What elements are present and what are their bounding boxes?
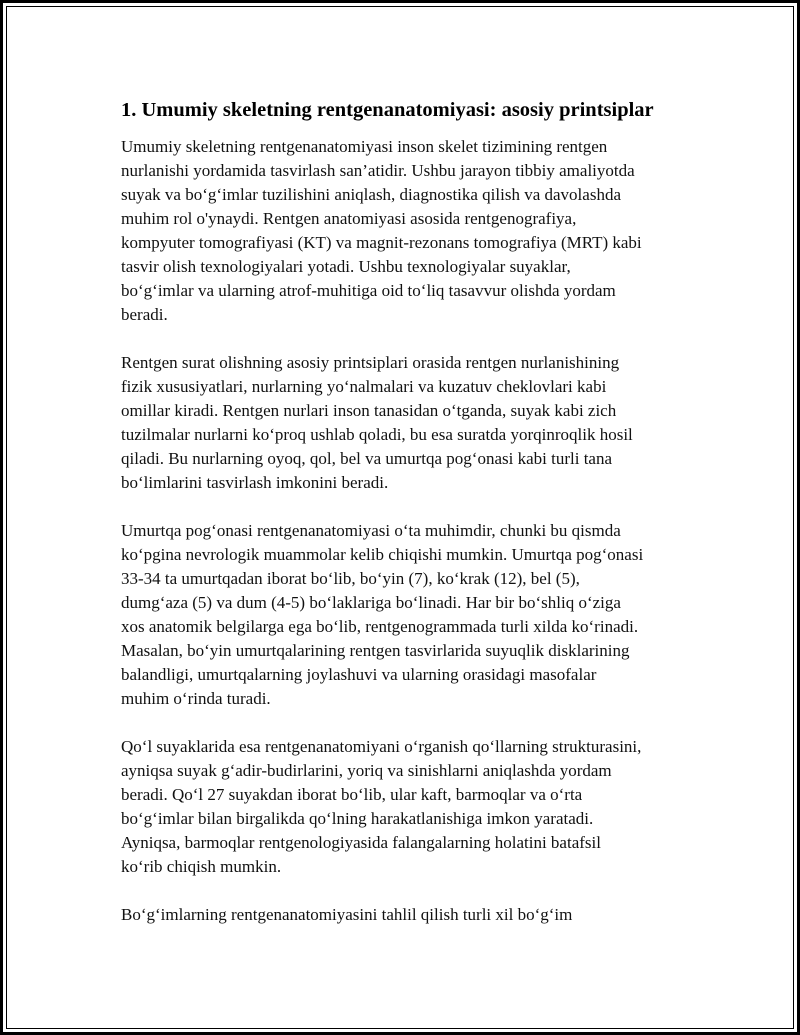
document-body — [121, 98, 696, 951]
paragraph-spine: Umurtqa pog‘onasi rentgenanatomiyasi o‘ta muhimdir, chunki bu qismda ko‘pgina nevrologik muammolar kelib chiqishi mumkin. Umurtqa pog‘onasi 33-34 ta umurtqadan iborat bo‘lib, bo‘yin (7), ko‘krak (12), bel (5), dumg‘aza (5) va dum (4-5) bo‘laklariga bo‘linadi. Har bir bo‘shliq o‘ziga xos anatomik belgilarga ega bo‘lib, rentgenogrammada turli xilda ko‘rinadi. Masalan, bo‘yin umurtqalarining rentgen tasvirlarida suyuqlik disklarining balandligi, umurtqalarning joylashuvi va ularning orasidagi masofalar muhim o‘rinda turadi. — [121, 521, 644, 708]
section-heading: 1. Umumiy skeletning rentgenanatomiyasi: asosiy printsiplar — [121, 99, 654, 121]
paragraph-intro: Umumiy skeletning rentgenanatomiyasi inson skelet tizimining rentgen nurlanishi yordamida tasvirlash san’atidir. Ushbu jarayon tibbiy amaliyotda suyak va bo‘g‘imlar tuzilishini aniqlash, diagnostika qilish va davolashda muhim rol o'ynaydi. Rentgen anatomiyasi asosida rentgenografiya, kompyuter tomografiyasi (KT) va magnit-rezonans tomografiya (MRT) kabi tasvir olish texnologiyalari yotadi. Ushbu texnologiyalar suyaklar, bo‘g‘imlar va ularning atrof-muhitiga oid to‘liq tasavvur olishda yordam beradi. — [121, 137, 642, 324]
paragraph-joints: Bo‘g‘imlarning rentgenanatomiyasini tahlil qilish turli xil bo‘g‘im — [121, 905, 573, 924]
paragraph-xray-principles: Rentgen surat olishning asosiy printsiplari orasida rentgen nurlanishining fizik xususiyatlari, nurlarning yo‘nalmalari va kuzatuv cheklovlari kabi omillar kiradi. Rentgen nurlari inson tanasidan o‘tganda, suyak kabi zich tuzilmalar nurlarni ko‘proq ushlab qoladi, bu esa suratda yorqinroqlik hosil qiladi. Bu nurlarning oyoq, qol, bel va umurtqa pog‘onasi kabi turli tana bo‘limlarini tasvirlash imkonini beradi. — [121, 353, 633, 492]
paragraph-hand-bones: Qo‘l suyaklarida esa rentgenanatomiyani o‘rganish qo‘llarning strukturasini, ayniqsa suyak g‘adir-budirlarini, yoriq va sinishlarni aniqlashda yordam beradi. Qo‘l 27 suyakdan iborat bo‘lib, ular kaft, barmoqlar va o‘rta bo‘g‘imlar bilan birgalikda qo‘lning harakatlanishiga imkon yaratadi. Ayniqsa, barmoqlar rentgenologiyasida falangalarning holatini batafsil ko‘rib chiqish mumkin. — [121, 737, 642, 876]
